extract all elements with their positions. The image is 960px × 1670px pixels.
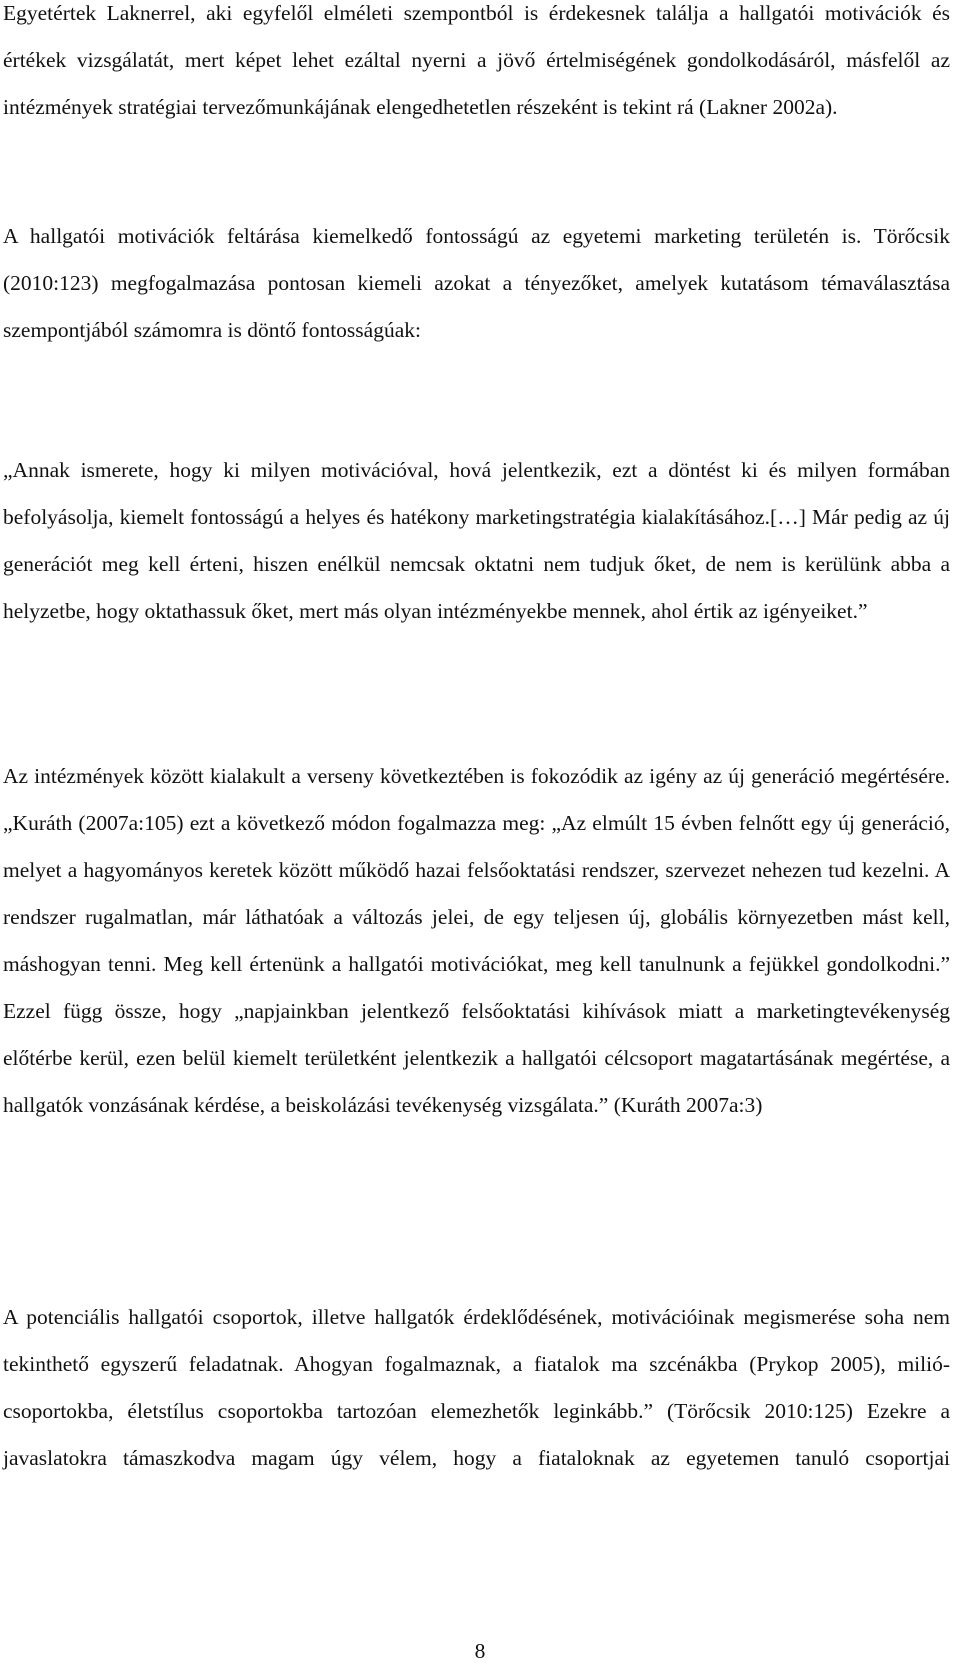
paragraph-lakner: Egyetértek Laknerrel, aki egyfelől elméleti szempontból is érdekesnek találja a hallgatói motivációk és értékek vizsgálatát, mert képet lehet ezáltal nyerni a jövő értelmiségének gondolkodásáról, másfelől az intézmények stratégiai tervezőmunkájának elengedhetetlen részeként is tekint rá (Lakner 2002a). xyxy=(3,1,950,119)
page-number: 8 xyxy=(474,1639,486,1663)
quote-torocsik: „Annak ismerete, hogy ki milyen motivációval, hová jelentkezik, ezt a döntést ki és milyen formában befolyásolja, kiemelt fontosságú a helyes és hatékony marketingstratégia kialakításához.[…] Már pedig az új generációt meg kell érteni, hiszen enélkül nemcsak oktatni nem tudjuk őket, de nem is kerülünk abba a helyzetbe, hogy oktathassuk őket, mert más olyan intézményekbe mennek, ahol értik az igényeiket.” xyxy=(3,458,950,623)
paragraph-potential-students: A potenciális hallgatói csoportok, illetve hallgatók érdeklődésének, motivációinak megismerése soha nem tekinthető egyszerű feladatnak. Ahogyan fogalmaznak, a fiatalok ma szcénákba (Prykop 2005), milió-csoportokba, életstílus csoportokba tartozóan elemezhetők leginkább.” (Törőcsik 2010:125) Ezekre a javaslatokra támaszkodva magam úgy vélem, hogy a fiataloknak az egyetemen tanuló csoportjai xyxy=(3,1305,950,1470)
paragraph-motivation-importance: A hallgatói motivációk feltárása kiemelkedő fontosságú az egyetemi marketing területén is. Törőcsik (2010:123) megfogalmazása pontosan kiemeli azokat a tényezőket, amelyek kutatásom témaválasztása szempontjából számomra is döntő fontosságúak: xyxy=(3,224,950,342)
paragraph-kurath: Az intézmények között kialakult a verseny következtében is fokozódik az igény az új generáció megértésére. „Kuráth (2007a:105) ezt a következő módon fogalmazza meg: „Az elmúlt 15 évben felnőtt egy új generáció, melyet a hagyományos keretek között működő hazai felsőoktatási rendszer, szervezet nehezen tud kezelni. A rendszer rugalmatlan, már láthatóak a változás jelei, de egy teljesen új, globális környezetben mást kell, máshogyan tenni. Meg kell értenünk a hallgatói motivációkat, meg kell tanulnunk a fejükkel gondolkodni.” Ezzel függ össze, hogy „napjainkban jelentkező felsőoktatási kihívások miatt a marketingtevékenység előtérbe kerül, ezen belül kiemelt területként jelentkezik a hallgatói célcsoport magatartásának megértése, a hallgatók vonzásának kérdése, a beiskolázási tevékenység vizsgálata.” (Kuráth 2007a:3) xyxy=(3,764,950,1117)
